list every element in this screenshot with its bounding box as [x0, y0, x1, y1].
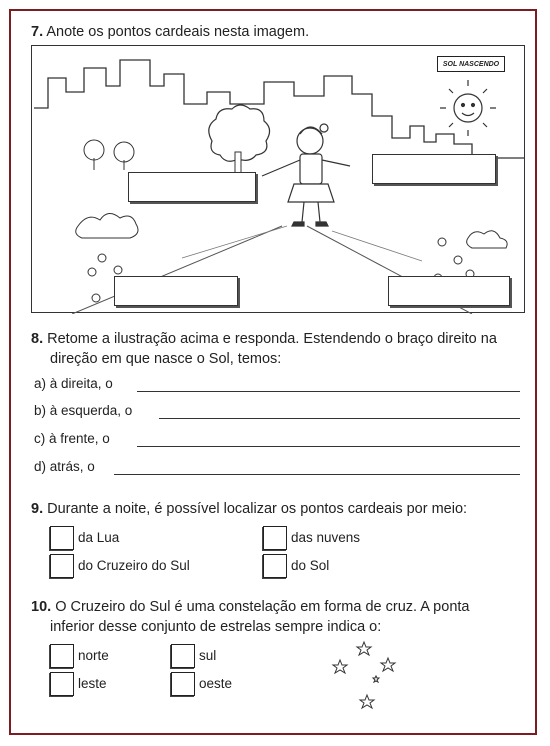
- star-left-icon: [333, 660, 347, 673]
- question-8-number: 8.: [31, 331, 44, 347]
- answer-box-south-right[interactable]: [388, 276, 510, 306]
- question-9-number: 9.: [31, 501, 44, 517]
- checkbox-das-nuvens[interactable]: [263, 526, 287, 550]
- option-das-nuvens: das nuvens: [291, 530, 361, 545]
- checkbox-do-cruzeiro-do-sul[interactable]: [50, 554, 74, 578]
- answer-line-a-label: a) à direita, o: [34, 376, 113, 391]
- option-do-cruzeiro-do-sul: do Cruzeiro do Sul: [78, 558, 190, 573]
- answer-box-west[interactable]: [128, 172, 256, 202]
- answer-line-a-blank[interactable]: [137, 391, 520, 392]
- star-top-icon: [357, 642, 371, 655]
- checkbox-do-sol[interactable]: [263, 554, 287, 578]
- option-oeste: oeste: [199, 676, 233, 691]
- answer-line-c-label: c) à frente, o: [34, 431, 110, 446]
- question-8-text-line1: Retome a ilustração acima e responda. Estendendo o braço direito na: [47, 331, 497, 347]
- option-da-lua: da Lua: [78, 530, 120, 545]
- question-7-text: Anote os pontos cardeais nesta imagem.: [46, 24, 310, 40]
- answer-line-b-label: b) à esquerda, o: [34, 403, 133, 418]
- checkbox-norte[interactable]: [50, 644, 74, 668]
- question-7: [31, 22, 309, 42]
- option-norte: norte: [78, 648, 109, 663]
- sun-rising-label: SOL NASCENDO: [437, 56, 505, 72]
- cardinal-points-illustration: [31, 45, 525, 313]
- question-9-text: Durante a noite, é possível localizar os pontos cardeais por meio:: [47, 501, 468, 517]
- star-right-icon: [381, 658, 395, 671]
- checkbox-leste[interactable]: [50, 672, 74, 696]
- star-small-icon: [373, 676, 379, 682]
- question-10-text-line1: O Cruzeiro do Sul é uma constelação em forma de cruz. A ponta: [55, 599, 470, 615]
- tree-illustration: [209, 105, 270, 176]
- girl-illustration: [262, 124, 350, 226]
- option-sul: sul: [199, 648, 217, 663]
- southern-cross-stars-icon: [330, 640, 410, 720]
- answer-line-c-blank[interactable]: [137, 446, 520, 447]
- star-bottom-icon: [360, 695, 374, 708]
- rising-sun-illustration: [440, 80, 496, 136]
- question-7-number: 7.: [31, 24, 44, 40]
- answer-line-d-label: d) atrás, o: [34, 459, 95, 474]
- answer-box-south-left[interactable]: [114, 276, 238, 306]
- checkbox-sul[interactable]: [171, 644, 195, 668]
- answer-line-d-blank[interactable]: [114, 474, 520, 475]
- answer-line-b-blank[interactable]: [159, 418, 520, 419]
- question-10-text-line2: inferior desse conjunto de estrelas sempre indica o:: [50, 619, 382, 635]
- question-9: [31, 499, 531, 519]
- option-leste: leste: [78, 676, 107, 691]
- answer-box-east[interactable]: [372, 154, 496, 184]
- question-10: [31, 597, 536, 637]
- question-8: [31, 329, 531, 369]
- option-do-sol: do Sol: [291, 558, 330, 573]
- checkbox-oeste[interactable]: [171, 672, 195, 696]
- checkbox-da-lua[interactable]: [50, 526, 74, 550]
- question-10-number: 10.: [31, 599, 52, 615]
- question-8-text-line2: direção em que nasce o Sol, temos:: [50, 351, 282, 367]
